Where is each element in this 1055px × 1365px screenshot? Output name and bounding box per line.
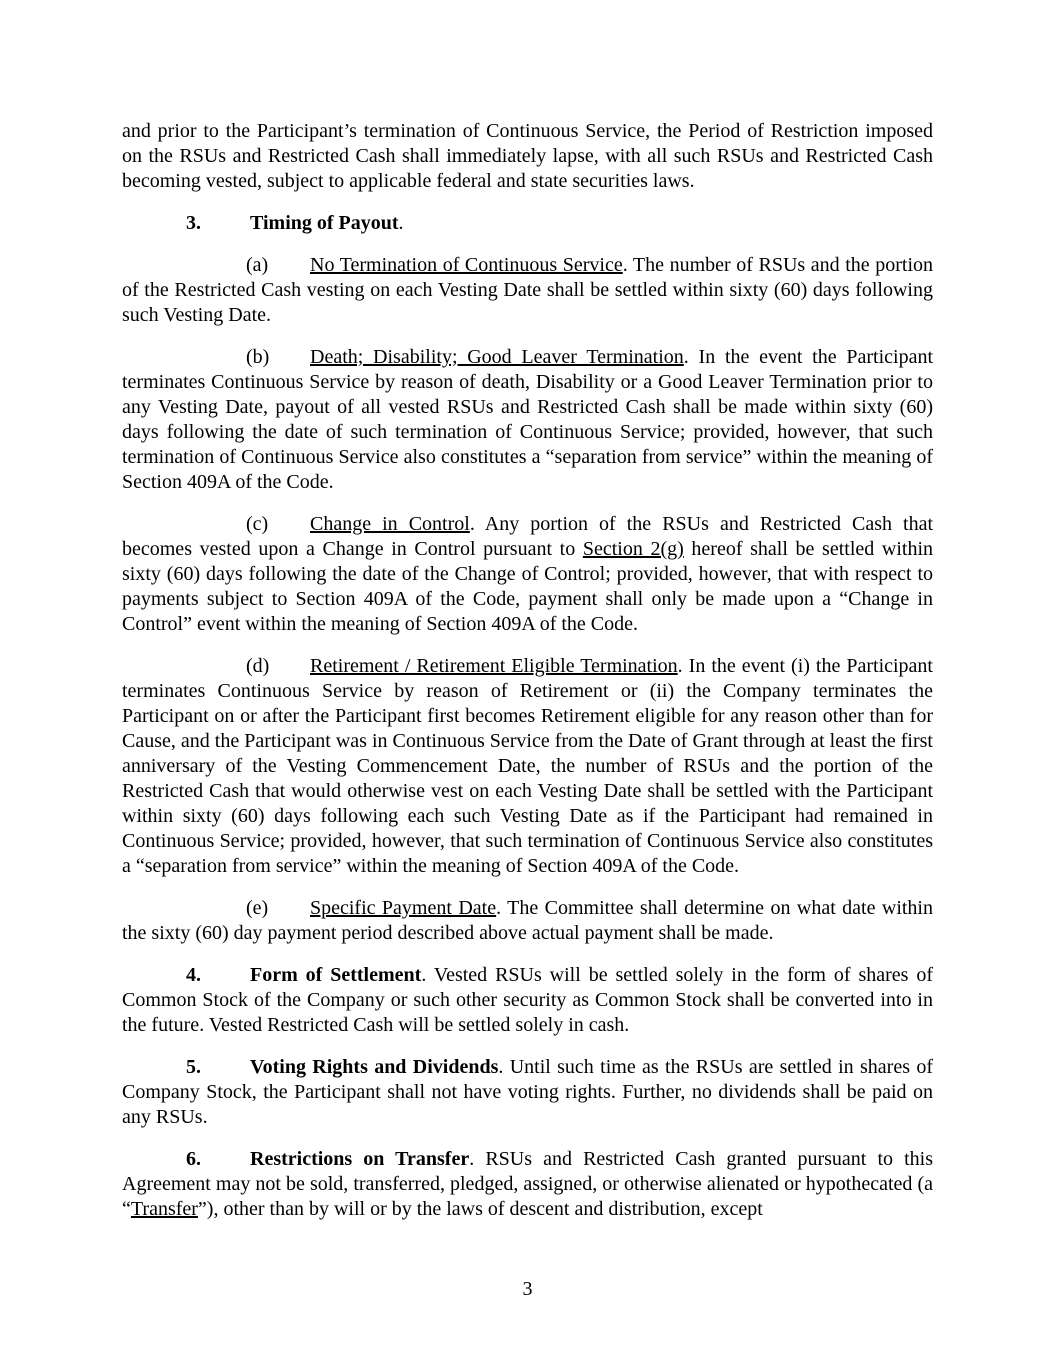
defined-term-transfer: Transfer [130, 1198, 198, 1220]
body-text: and prior to the Participant’s termination of Continuous Service, the Period of Restriction imposed on the RSUs and Restricted Cash shall immediately lapse, with all such RSUs and Restricted Cash becoming vested, subject to applicable federal and state securities laws. [122, 120, 933, 192]
subsection-title: Death; Disability; Good Leaver Termination [310, 346, 684, 368]
subsection-letter: (a) [246, 254, 269, 276]
subsection-title: Retirement / Retirement Eligible Termination [310, 655, 678, 677]
para-e-specific-payment-date [122, 896, 933, 946]
para-continuation-restriction-lapse [122, 119, 933, 194]
section-number: 6. [186, 1148, 201, 1170]
para-a-no-termination [122, 253, 933, 328]
section-title: Form of Settlement [250, 964, 422, 986]
section-title: Voting Rights and Dividends [250, 1056, 499, 1078]
body-text: ”), other than by will or by the laws of descent and distribution, except [197, 1198, 763, 1220]
subsection-letter: (d) [246, 655, 270, 677]
body-text: . [398, 212, 404, 234]
subsection-title: Specific Payment Date [310, 897, 497, 919]
para-5-voting-rights-and-dividends [122, 1055, 933, 1130]
para-4-form-of-settlement [122, 963, 933, 1038]
body-text: hereof shall be settled within sixty (60) days following the date of the Change of Control; provided, however, that with respect to payments subject to Section 409A of the Code, payment shall only be made upon a “Change in Control” event within the meaning of Section 409A of the Code. [122, 538, 934, 635]
section-title: Timing of Payout [250, 212, 399, 234]
section-number: 3. [186, 212, 201, 234]
body-text: . Vested RSUs will be settled solely in the form of shares of Common Stock of the Company or such other security as Common Stock shall be converted into in the future. Vested Restricted Cash will be settled solely in cash. [122, 964, 933, 1036]
subsection-letter: (b) [246, 346, 270, 368]
body-text: . The number of RSUs and the portion of the Restricted Cash vesting on each Vesting Date shall be settled within sixty (60) days following such Vesting Date. [122, 254, 933, 326]
subsection-letter: (e) [246, 897, 269, 919]
subsection-title: No Termination of Continuous Service [310, 254, 623, 276]
body-text: . Any portion of the RSUs and Restricted Cash that becomes vested upon a Change in Control pursuant to [122, 513, 933, 560]
body-text: . RSUs and Restricted Cash granted pursuant to this Agreement may not be sold, transferred, pledged, assigned, or otherwise alienated or hypothecated (a “ [122, 1148, 933, 1220]
section-title: Restrictions on Transfer [250, 1148, 470, 1170]
body-text: . In the event (i) the Participant terminates Continuous Service by reason of Retirement or (ii) the Company terminates the Participant on or after the Participant first becomes Retirement eligible for any reason other than for Cause, and the Participant was in Continuous Service from the Date of Grant through at least the first anniversary of the Vesting Commencement Date, the number of RSUs and the portion of the Restricted Cash that would otherwise vest on each Vesting Date shall be settled with the Participant within sixty (60) days following each such Vesting Date as if the Participant had remained in Continuous Service; provided, however, that such termination of Continuous Service also constitutes a “separation from service” within the meaning of Section 409A of the Code. [122, 655, 933, 877]
para-6-restrictions-on-transfer [122, 1147, 933, 1222]
para-b-death-disability-good-leaver [122, 345, 933, 495]
heading-timing-of-payout [122, 211, 933, 236]
section-number: 5. [186, 1056, 201, 1078]
subsection-title: Change in Control [310, 513, 470, 535]
section-number: 4. [186, 964, 201, 986]
para-c-change-in-control [122, 512, 933, 637]
page-number: 3 [522, 1278, 533, 1300]
subsection-letter: (c) [246, 513, 269, 535]
para-d-retirement-eligible-termination [122, 654, 933, 879]
body-text: . The Committee shall determine on what date within the sixty (60) day payment period described above actual payment shall be made. [122, 897, 933, 944]
body-text: . In the event the Participant terminates Continuous Service by reason of death, Disability or a Good Leaver Termination prior to any Vesting Date, payout of all vested RSUs and Restricted Cash shall be made within sixty (60) days following the date of such termination of Continuous Service; provided, however, that such termination of Continuous Service also constitutes a “separation from service” within the meaning of Section 409A of the Code. [122, 346, 933, 493]
body-text: . Until such time as the RSUs are settled in shares of Company Stock, the Participant shall not have voting rights. Further, no dividends shall be paid on any RSUs. [122, 1056, 933, 1128]
cross-reference-section-2g: Section 2(g) [582, 538, 684, 560]
